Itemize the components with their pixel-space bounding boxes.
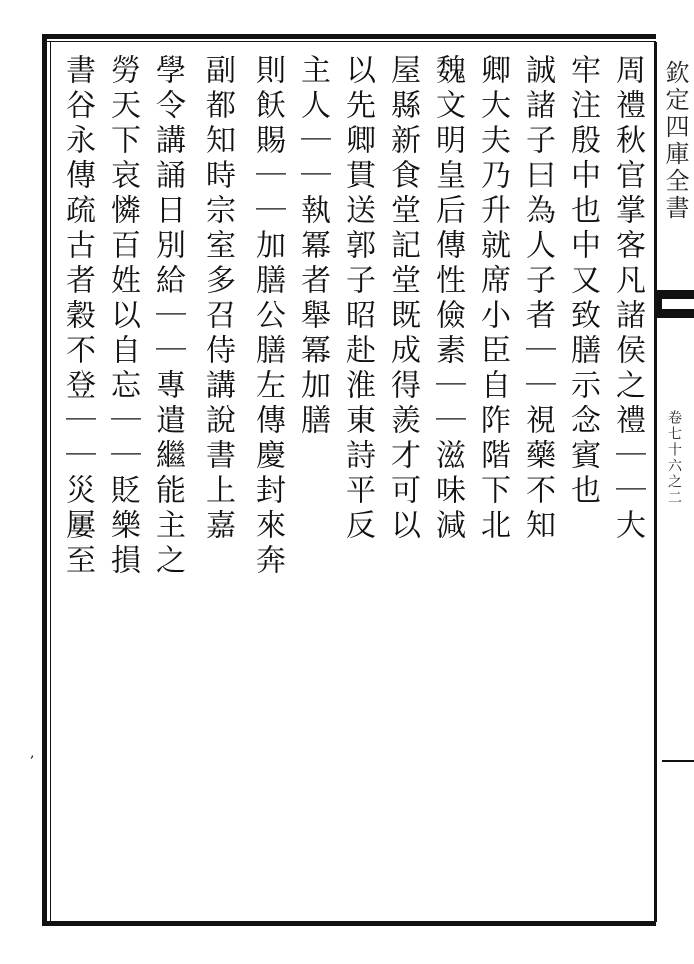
book-title: 欽定四庫全書 [661,60,689,222]
text-column: 周禮秋官掌客凡諸侯之禮｜｜大 [610,54,645,544]
text-column: 主人｜｜執冪者舉冪加膳 [295,54,330,439]
text-column: 誠諸子曰為人子者｜｜視藥不知 [520,54,555,544]
frame-left-inner-border [50,42,51,922]
text-column: 魏文明皇后傳性儉素｜｜滋味減 [430,54,465,544]
frame-top-inner-border [46,41,656,42]
text-column: 勞天下哀憐百姓以自忘｜｜貶樂損 [105,54,140,579]
margin-rule [662,760,694,762]
text-column: 卿大夫乃升就席小臣自阼階下北 [475,54,510,544]
text-column: 副都知時宗室多召侍講說書上嘉 [200,54,235,544]
fishtail-mark-gap [662,299,694,309]
text-column: 以先卿貫送郭子昭赴淮東詩平反 [340,54,375,544]
frame-top-border [46,34,656,39]
text-column: 書谷永傳疏古者穀不登｜｜災屢至 [60,54,95,579]
frame-bottom-border [46,921,656,926]
frame-left-border [42,34,47,926]
text-column: 則飫賜｜｜加膳公膳左傳慶封來奔 [250,54,285,579]
frame-right-border [654,42,657,922]
stray-mark: , [30,745,35,761]
text-column: 牢注殷中也中又致膳示念賓也 [565,54,600,509]
text-column: 學令講誦日別給｜｜專遣繼能主之 [150,54,185,579]
text-column: 屋縣新食堂記堂既成得羨才可以 [385,54,420,544]
folio-label: 卷七十六之二 [666,410,682,506]
